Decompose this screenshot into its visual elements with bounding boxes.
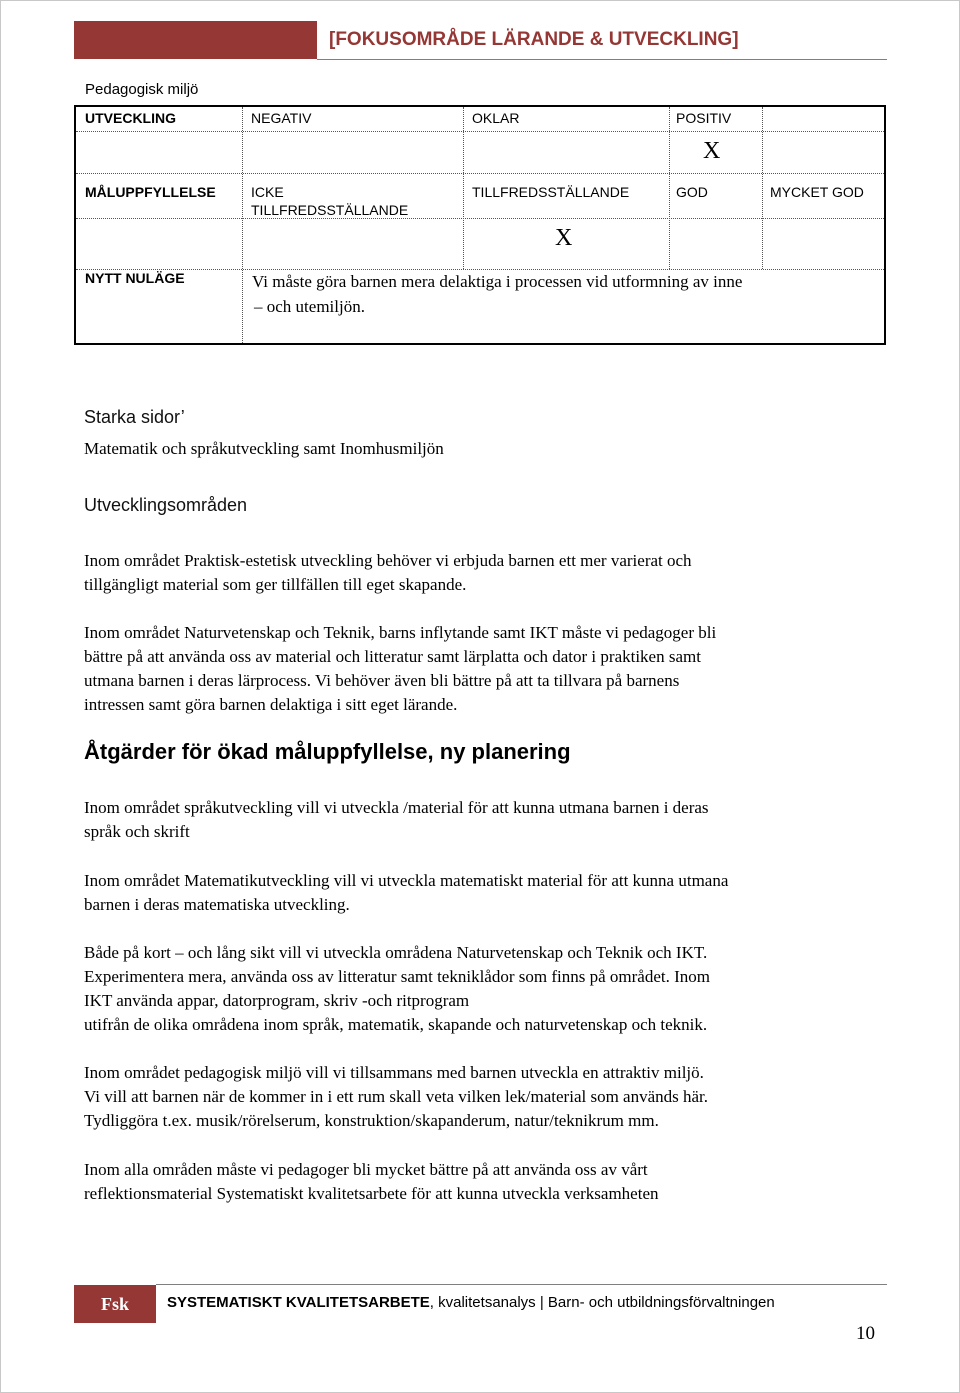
col-icke-2: TILLFREDSSTÄLLANDE <box>251 202 409 218</box>
paragraph-line: IKT använda appar, datorprogram, skriv -och ritprogram <box>84 991 470 1010</box>
paragraph-line: utmana barnen i deras lärprocess. Vi behöver även bli bättre på att ta tillvara på barnens <box>84 671 680 690</box>
paragraph-line: Tydliggöra t.ex. musik/rörelserum, konstruktion/skapanderum, natur/teknikrum mm. <box>84 1111 659 1130</box>
footer-rule <box>156 1284 887 1285</box>
col-oklar: OKLAR <box>472 110 520 126</box>
rating-mark-maluppfyllelse: X <box>555 225 573 251</box>
paragraph-line: Experimentera mera, använda oss av litteratur samt tekniklådor som finns på området. Inom <box>84 967 710 986</box>
actions-paragraph-5 <box>84 1158 884 1206</box>
table-divider <box>242 107 243 343</box>
col-mycket-god: MYCKET GOD <box>770 184 864 200</box>
paragraph-line: Inom området Praktisk-estetisk utveckling behöver vi erbjuda barnen ett mer varierat och <box>84 551 692 570</box>
row-label-maluppfyllelse: MÅLUPPFYLLELSE <box>85 184 216 200</box>
paragraph-line: Inom området pedagogisk miljö vill vi tillsammans med barnen utveckla en attraktiv miljö. <box>84 1063 704 1082</box>
nytt-nulage-text <box>252 269 872 319</box>
paragraph-line: Inom området språkutveckling vill vi utveckla /material för att kunna utmana barnen i deras <box>84 798 709 817</box>
paragraph-line: Inom alla områden måste vi pedagoger bli mycket bättre på att använda oss av vårt <box>84 1160 648 1179</box>
header-color-bar <box>74 21 317 59</box>
page-number: 10 <box>856 1323 875 1344</box>
rating-mark-utveckling: X <box>703 138 721 164</box>
table-caption: Pedagogisk miljö <box>85 81 199 98</box>
actions-heading: Åtgärder för ökad måluppfyllelse, ny planering <box>84 739 571 764</box>
col-positiv: POSITIV <box>676 110 732 126</box>
table-divider <box>76 173 884 174</box>
paragraph-line: Inom området Naturvetenskap och Teknik, barns inflytande samt IKT måste vi pedagoger bli <box>84 623 717 642</box>
evaluation-table <box>74 105 886 345</box>
col-tillfredsstallande: TILLFREDSSTÄLLANDE <box>472 184 630 200</box>
paragraph-line: reflektionsmaterial Systematiskt kvalitetsarbete för att kunna utveckla verksamheten <box>84 1184 659 1203</box>
paragraph-line: barnen i deras matematiska utveckling. <box>84 895 350 914</box>
actions-paragraph-2 <box>84 869 884 917</box>
paragraph-line: utifrån de olika områdena inom språk, matematik, skapande och naturvetenskap och teknik. <box>84 1015 708 1034</box>
paragraph-line: språk och skrift <box>84 822 190 841</box>
footer-bold-text: SYSTEMATISKT KVALITETSARBETE <box>167 1294 430 1311</box>
row-label-nytt-nulage: NYTT NULÄGE <box>85 270 185 286</box>
footer-logo: Fsk <box>100 1294 129 1314</box>
nytt-nulage-line-2: – och utemiljön. <box>254 297 365 316</box>
development-heading: Utvecklingsområden <box>84 495 248 515</box>
actions-paragraph-3 <box>84 941 884 1037</box>
actions-paragraph-1 <box>84 796 884 844</box>
col-icke-1: ICKE <box>251 184 284 200</box>
paragraph-line: Inom området Matematikutveckling vill vi utveckla matematiskt material för att kunna utmana <box>84 871 729 890</box>
table-divider <box>76 218 884 219</box>
paragraph-line: Vi vill att barnen när de kommer in i ett rum skall veta vilken lek/material som används här. <box>84 1087 709 1106</box>
table-divider <box>76 131 884 132</box>
development-paragraph-2 <box>84 621 884 717</box>
footer-logo-box <box>74 1285 156 1323</box>
header-rule <box>317 59 887 60</box>
header-title: [FOKUSOMRÅDE LÄRANDE & UTVECKLING] <box>329 29 739 50</box>
col-god: GOD <box>676 184 708 200</box>
col-negativ: NEGATIV <box>251 110 312 126</box>
footer-rest-text: , kvalitetsanalys | Barn- och utbildningsförvaltningen <box>429 1294 775 1311</box>
paragraph-line: bättre på att använda oss av material och litteratur samt lärplatta och dator i praktiken samt <box>84 647 701 666</box>
paragraph-line: intressen samt göra barnen delaktiga i sitt eget lärande. <box>84 695 458 714</box>
footer-text <box>167 1294 775 1311</box>
paragraph-line: tillgängligt material som ger tillfällen till eget skapande. <box>84 575 467 594</box>
row-label-utveckling: UTVECKLING <box>85 110 176 126</box>
nytt-nulage-line-1: Vi måste göra barnen mera delaktiga i processen vid utformning av inne <box>252 272 743 291</box>
strengths-heading: Starka sidor’ <box>84 407 185 427</box>
development-paragraph-1 <box>84 549 884 597</box>
paragraph-line: Både på kort – och lång sikt vill vi utveckla områdena Naturvetenskap och Teknik och IKT. <box>84 943 708 962</box>
strengths-text: Matematik och språkutveckling samt Inomhusmiljön <box>84 439 444 458</box>
actions-paragraph-4 <box>84 1061 884 1133</box>
